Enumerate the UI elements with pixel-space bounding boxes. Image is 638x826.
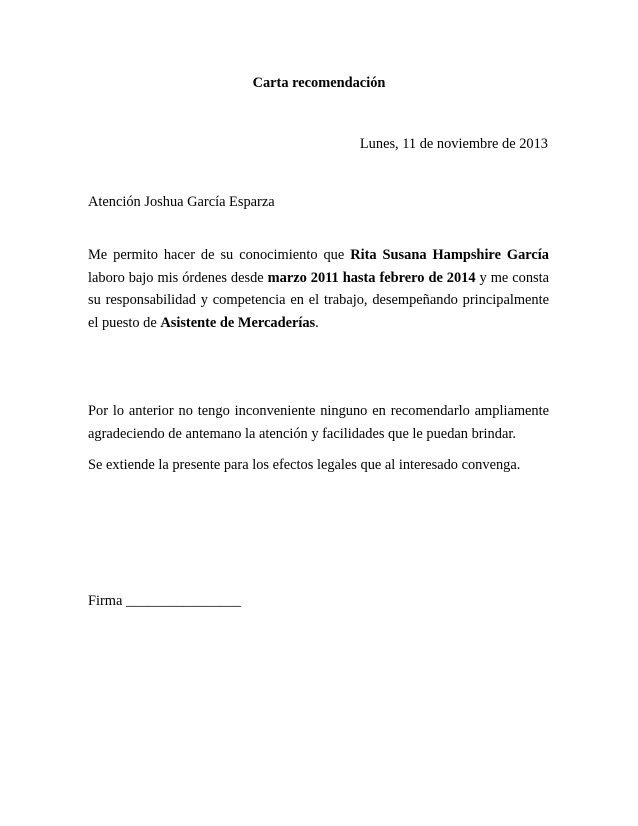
paragraph1-text-1: Me permito hacer de su conocimiento que	[88, 247, 351, 263]
paragraph1-text-3: y me consta su responsabilidad y competencia en el trabajo, desempeñando principalmente el puesto de	[88, 269, 549, 331]
paragraph-legal: Se extiende la presente para los efectos legales que al interesado convenga.	[88, 457, 521, 473]
paragraph1-text-4: .	[315, 314, 319, 331]
paragraph1-text-2: laboro bajo mis órdenes desde	[88, 269, 268, 286]
paragraph-recommendation	[88, 244, 549, 334]
paragraph-endorsement: Por lo anterior no tengo inconveniente ninguno en recomendarlo ampliamente agradeciendo de antemano la atención y facilidades que le puedan brindar.	[88, 403, 549, 442]
signature-line: Firma ________________	[88, 593, 242, 609]
employee-name: Rita Susana Hampshire García	[350, 247, 549, 263]
letter-date: Lunes, 11 de noviembre de 2013	[359, 136, 548, 152]
employment-period: marzo 2011 hasta febrero de 2014	[267, 269, 476, 286]
employee-position: Asistente de Mercaderías	[160, 314, 316, 331]
attention-line: Atención Joshua García Esparza	[88, 194, 275, 210]
letter-title: Carta recomendación	[252, 75, 386, 91]
